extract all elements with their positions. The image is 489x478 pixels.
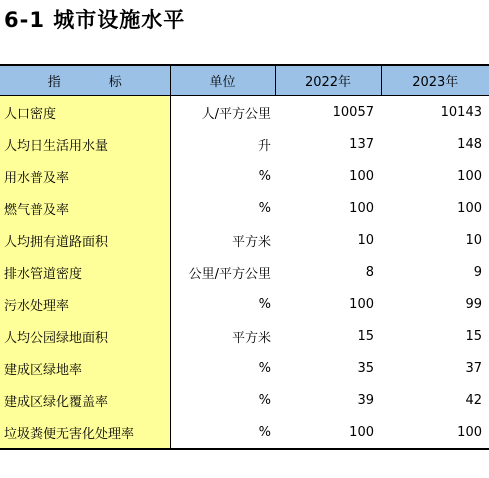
row-indicator: 排水管道密度 xyxy=(0,256,170,288)
row-value-2023: 15 xyxy=(381,320,489,352)
row-value-2022: 35 xyxy=(275,352,381,384)
row-value-2022: 8 xyxy=(275,256,381,288)
row-unit: % xyxy=(170,352,275,384)
row-value-2023: 100 xyxy=(381,160,489,192)
row-value-2022: 10057 xyxy=(275,96,381,129)
row-indicator: 人均日生活用水量 xyxy=(0,128,170,160)
row-unit: 平方米 xyxy=(170,320,275,352)
row-indicator: 人均公园绿地面积 xyxy=(0,320,170,352)
row-unit: 公里/平方公里 xyxy=(170,256,275,288)
row-unit: 平方米 xyxy=(170,224,275,256)
row-value-2022: 100 xyxy=(275,160,381,192)
row-indicator: 垃圾粪便无害化处理率 xyxy=(0,416,170,449)
header-year-2022: 2022年 xyxy=(275,65,381,96)
table-row xyxy=(0,416,489,449)
table-row xyxy=(0,320,489,352)
table-row xyxy=(0,384,489,416)
table-row xyxy=(0,96,489,129)
row-value-2023: 100 xyxy=(381,192,489,224)
row-indicator: 建成区绿地率 xyxy=(0,352,170,384)
header-unit: 单位 xyxy=(170,65,275,96)
row-value-2022: 39 xyxy=(275,384,381,416)
row-value-2023: 9 xyxy=(381,256,489,288)
row-indicator: 用水普及率 xyxy=(0,160,170,192)
table-row xyxy=(0,256,489,288)
table-row xyxy=(0,288,489,320)
row-unit: 人/平方公里 xyxy=(170,96,275,129)
row-indicator: 污水处理率 xyxy=(0,288,170,320)
row-indicator: 燃气普及率 xyxy=(0,192,170,224)
stats-table xyxy=(0,64,489,450)
row-unit: % xyxy=(170,416,275,449)
row-unit: % xyxy=(170,160,275,192)
row-value-2023: 42 xyxy=(381,384,489,416)
row-value-2022: 10 xyxy=(275,224,381,256)
header-indicator-left: 指 xyxy=(47,75,61,90)
row-value-2023: 37 xyxy=(381,352,489,384)
row-value-2022: 100 xyxy=(275,288,381,320)
table-row xyxy=(0,160,489,192)
header-indicator xyxy=(0,65,170,96)
row-indicator: 人口密度 xyxy=(0,96,170,129)
row-value-2022: 100 xyxy=(275,192,381,224)
row-value-2022: 15 xyxy=(275,320,381,352)
row-value-2023: 148 xyxy=(381,128,489,160)
row-unit: 升 xyxy=(170,128,275,160)
page-title: 6-1 城市设施水平 xyxy=(4,8,186,32)
row-unit: % xyxy=(170,288,275,320)
row-value-2023: 99 xyxy=(381,288,489,320)
row-value-2023: 10143 xyxy=(381,96,489,129)
table-row xyxy=(0,352,489,384)
row-indicator: 人均拥有道路面积 xyxy=(0,224,170,256)
row-value-2023: 10 xyxy=(381,224,489,256)
row-unit: % xyxy=(170,192,275,224)
table-row xyxy=(0,192,489,224)
header-indicator-right: 标 xyxy=(108,75,122,90)
table-row xyxy=(0,224,489,256)
header-year-2023: 2023年 xyxy=(381,65,489,96)
row-value-2022: 100 xyxy=(275,416,381,449)
table-row xyxy=(0,128,489,160)
row-value-2023: 100 xyxy=(381,416,489,449)
row-unit: % xyxy=(170,384,275,416)
table-header-row xyxy=(0,65,489,96)
row-value-2022: 137 xyxy=(275,128,381,160)
row-indicator: 建成区绿化覆盖率 xyxy=(0,384,170,416)
